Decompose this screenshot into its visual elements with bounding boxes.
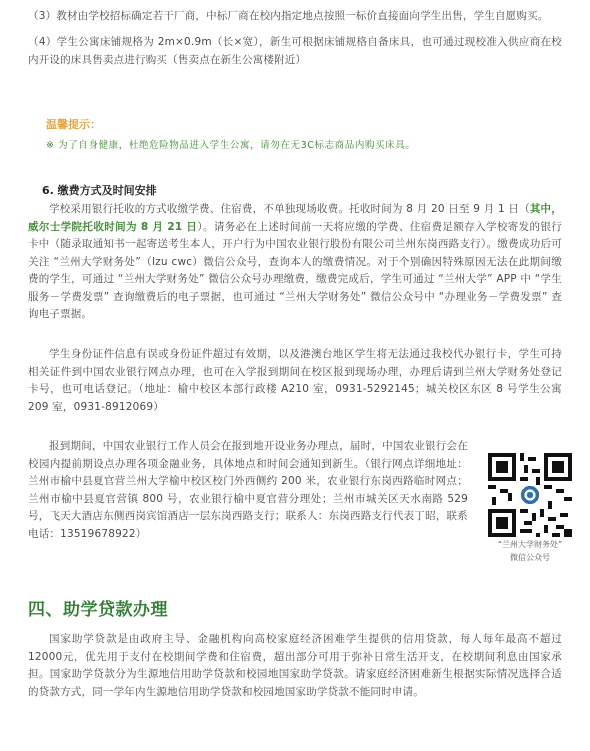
payment-paragraph: [28, 201, 562, 324]
payment-text-a: 学校采用银行托收的方式收缴学费、住宿费，不单独现场收费。托收时间为 8 月 20 日至 9 月 1 日（: [49, 203, 530, 215]
payment-text-b: ）。请务必在上述时间前一天将应缴的学费、住宿费足额存入学校寄发的银行卡中（随录取通知书一起寄送考生本人，开户行为中国农业银行股份有限公司兰州东岗西路支行）。缴费成功后可关注 “兰州大学财务处”（lzu cwc）微信公众号，查询本人的缴费情况。对于个别确因特殊原因无法在此期间缴费的学生，可通过 “兰州大学财务处” 微信公众号办理缴费，缴费完成后，学生可通过 “兰州大学” APP 中 “学生服务－学费发票” 查询缴费后的电子票据，也可通过 “兰州大学财务处” 微信公众号中 “办理业务－学费发票” 查询电子票据。: [28, 220, 562, 320]
qr-caption-line1: “兰州大学财务处”: [497, 540, 563, 549]
payment-highlight: 其中，威尔士学院托收时间为 8 月 21 日: [28, 203, 562, 233]
qr-code-block: [480, 453, 580, 563]
item-3-paragraph: （3）教材由学校招标确定若干厂商，中标厂商在校内指定地点按照一标价直接面向学生出售，学生自愿购买。: [28, 10, 549, 22]
section-4-heading: 四、助学贷款办理: [28, 600, 168, 620]
id-card-paragraph: 学生身份证件信息有误或身份证件超过有效期，以及港澳台地区学生将无法通过我校代办银行卡，学生可持相关证件到中国农业银行网点办理，也可在入学报到期间在校区报到现场办理，办理后请到兰州大学财务处登记卡号，也可电话登记。（地址：榆中校区本部行政楼 A210 室，0931-5292145；城关校区东区 8 号学生公寓 209 室，0931-8912069）: [28, 348, 562, 413]
section-6-title: 6. 缴费方式及时间安排: [42, 184, 157, 197]
tip-text: ※ 为了自身健康，杜绝危险物品进入学生公寓，请勿在无3C标志商品内购买床具。: [46, 140, 416, 151]
item-4-paragraph: （4）学生公寓床铺规格为 2m×0.9m（长×宽），新生可根据床铺规格自备床具，也可通过现校准入供应商在校内开设的床具售卖点进行购买（售卖点在新生公寓楼附近）: [28, 36, 562, 66]
qr-caption-line2: 微信公众号: [510, 553, 550, 562]
qr-code-icon: [488, 453, 572, 537]
tip-title: 温馨提示：: [46, 118, 101, 131]
loan-paragraph: 国家助学贷款是由政府主导、金融机构向高校家庭经济困难学生提供的信用贷款，每人每年最高不超过 12000元，优先用于支付在校期间学费和住宿费，超出部分可用于弥补日常生活开支，在校期间利息由国家承担。国家助学贷款分为生源地信用助学贷款和校园地国家助学贷款。请家庭经济困难新生根据实际情况选择合适的贷款方式，同一学年内生源地信用助学贷款和校园地国家助学贷款不能同时申请。: [28, 633, 562, 698]
bank-outlet-paragraph: 报到期间，中国农业银行工作人员会在报到地开设业务办理点，届时，中国农业银行会在校园内提前期设点办理各项金融业务，具体地点和时间会通知到新生。（银行网点详细地址：兰州市榆中县夏官营兰州大学榆中校区校门外西侧约 200 米，农业银行东岗西路临时网点；兰州市榆中县夏官营镇 800 号，农业银行榆中夏官营分理处；兰州市城关区天水南路 529 号，飞天大酒店东侧西岗宾馆酒店一层东岗西路支行；联系人：东岗西路支行代表丁昭，联系电话：13519678922）: [28, 440, 468, 540]
